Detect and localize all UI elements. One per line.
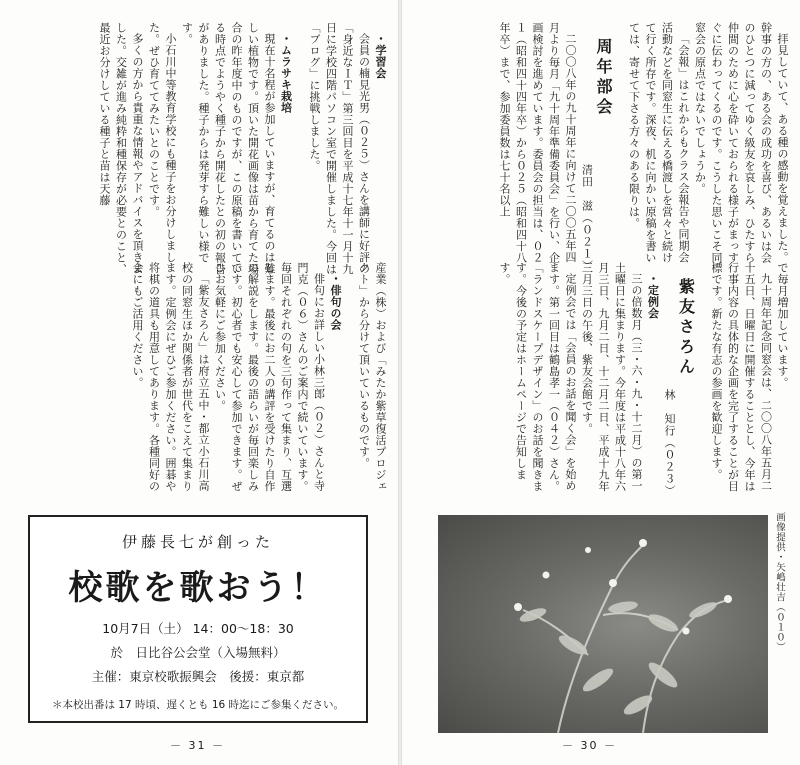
salon-heading: 紫友さろん [676, 278, 696, 378]
murasaki-continued: 産業（株）および「みたか紫草復活プロジェクト」から分けて頂いているものです。 [357, 262, 387, 492]
ad-venue: 於 日比谷公会堂（入場無料） [110, 645, 286, 660]
page-number-31: － 31 － [170, 739, 225, 752]
flower-illustration [438, 515, 768, 733]
murasaki-para-3: 多くの方から貴重な情報やアドバイスを頂きました。交雑が進み純粋和種保存が必要とのこと、最近お分けしている種子と苗は天藤 [98, 22, 144, 275]
shunen-heading: 周年部会 [594, 38, 613, 118]
shunen-author: 清田 滋（０２１） [580, 164, 594, 272]
haiku-para-2: 「紫友さろん」は府立五中・都立小石川高校の同窓生ほか関係者が世代をこえて集まります。定例会にぜひご参加ください。囲碁や将棋の道具も用意してあります。各種同好の会にもご活用ください。 [131, 262, 210, 492]
photo-credit: 画像提供・矢嶋壮吉（０１０） [774, 512, 785, 652]
concert-ad-box [28, 515, 368, 723]
intro-para-1: 拝見していて、ある種の感動を覚えました。幹事の方の、ある会の成功を喜び、あるいは会のひとつに減ってゆく級友を哀しみ、ひたすら仲間のために心を砕いておられる様子がまっすぐに伝わってくるのです。こうした思いこそ同窓会の原点ではないでしょうか。 [693, 22, 789, 264]
gakushukai-heading: ・学習会 [374, 33, 387, 79]
intro-para-2: 「会報」はこれからもクラス会報告や同期会活動などを同窓生に伝える橋渡しを営々と続けて行く所存です。深夜、机に向かい原稿を書いては、寄せて下さる方々のある限りは。 [627, 22, 690, 264]
ad-organizer: 主催：東京校歌振興会 後援：東京都 [91, 669, 305, 684]
left-lower-column [14, 262, 388, 492]
haiku-para-1: 俳句にお詳しい小林三郎（０２）さんと寺門克（０６）さんのご案内で続いています。毎回それぞれの句を三句作って集まり、互選します。最後にお二人の講評を受けたり自作の解説をします。最後の語らいが毎回楽しみです。初心者でも安心して参加できます。ぜひお気軽にご参加ください。 [213, 262, 326, 492]
ad-note: ＊本校出番は 17 時頃、遅くとも 16 時迄にご参集ください。 [51, 699, 345, 711]
ad-title: 校歌を歌おう！ [68, 568, 328, 608]
ad-top-line: 伊藤長七が創った [121, 533, 274, 551]
shunen-body: 二〇〇八年の九十周年に向けて二〇〇五年四月より毎月「九十周年準備委員会」を行い、企画検討を進めています。委員会の担当は、０２１（昭和四十四年卒）から０２５（昭和四十八年卒）まで、参加委員数は七十名以上 [498, 22, 577, 264]
salon-sub-heading: ・定例会 [646, 273, 660, 319]
page-number-30: － 30 － [562, 739, 617, 752]
ad-datetime: 10月7日（土） 14：00～18：30 [102, 621, 294, 636]
murasaki-flower-photo [438, 515, 768, 733]
haiku-heading: ・俳句の会 [329, 273, 342, 331]
shunen-continued-2: 九十周年記念同窓会は、二〇〇八年五月二十五日、日曜日に開催することとし、今年は行事内容の具体的な企画を完了することが目標です。新たな有志の参画を歓迎します。 [710, 262, 773, 492]
salon-body-2: 定例会では「会員のお話を聞く会」を始めます。第一回目は鶴島孝一（０４２）さん。「ランドスケープデザイン」のお話を聞きます。今後の予定はホームページで告知します。 [498, 262, 577, 492]
left-upper-column [14, 22, 388, 277]
page-30 [402, 0, 800, 765]
shunen-continued-1: で毎月増加しています。 [776, 262, 789, 389]
salon-author: 林 知行（０２３） [663, 389, 676, 497]
page-31 [0, 0, 398, 765]
salon-body: 三の倍数月（三・六・九・十二月）の第一土曜日に集まります。今年度は平成十八年六月三日、九月二日、十二月二日、平成十九年三月三日の午後、紫友会館です。 [580, 262, 643, 492]
murasaki-para-1: 現在十名程が参加していますが、育てるのは難しい植物です。頂いた開花画像は苗から育てた場合の昨年度中のものですが、この原稿を書いている時点でようやく種子から開花したとの初の報告がありました。種子からは発芽すら難しい様です。 [180, 22, 276, 275]
murasaki-para-2: 小石川中等教育学校にも種子をお分けしました。ぜひ育ててみたいとのことです。 [147, 22, 177, 263]
murasaki-heading: ・ムラサキ栽培 [279, 33, 293, 114]
right-lower-column [416, 262, 790, 497]
right-upper-column [416, 22, 790, 272]
gakushukai-body: 会員の楠見光男（０２５）さんを講師に好評の「身近なＩＴ」第三回目を平成十七年十一月十九日に学校四階パソコン室で開催しました。今回は「ブログ」に挑戦しました。 [308, 22, 371, 275]
